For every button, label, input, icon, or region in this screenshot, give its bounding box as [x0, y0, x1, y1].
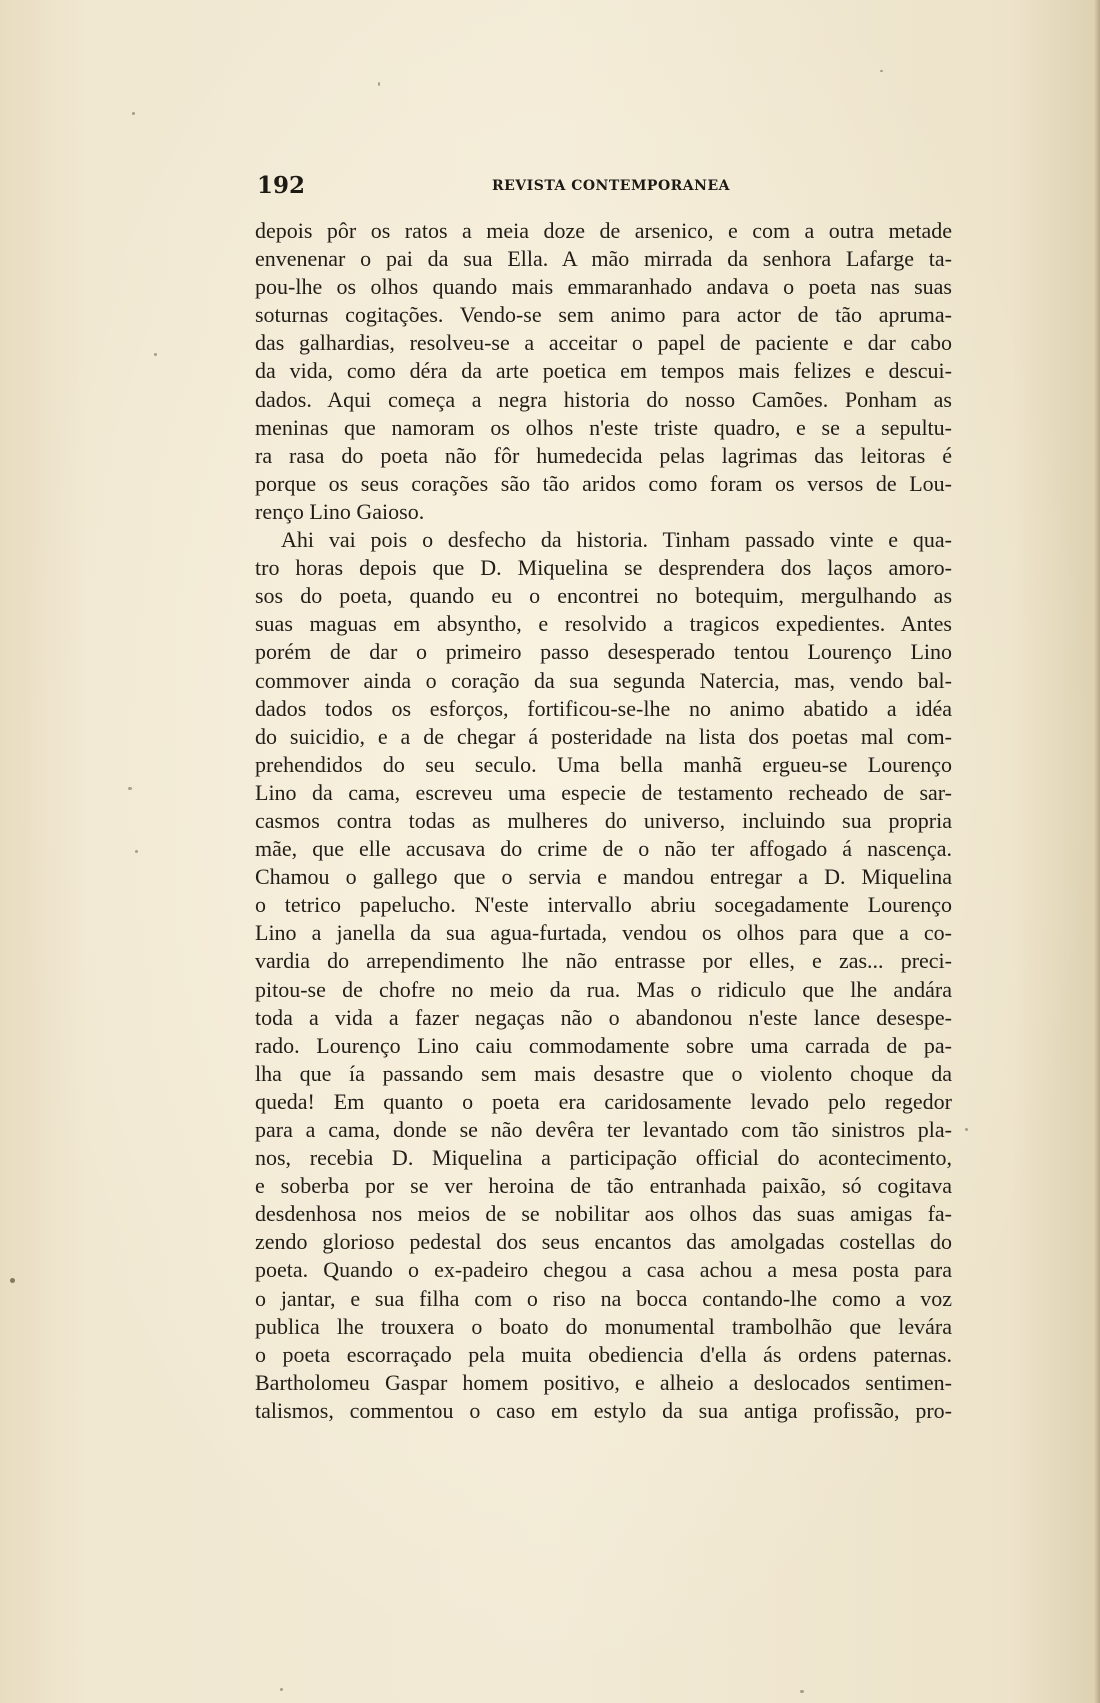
paragraph-1 — [255, 217, 952, 526]
text-line: prehendidos do seu seculo. Uma bella manhã ergueu-se Lourenço — [255, 751, 952, 777]
text-line: talismos, commentou o caso em estylo da sua antiga profissão, pro- — [255, 1397, 952, 1423]
text-line: suas maguas em absyntho, e resolvido a tragicos expedientes. Antes — [255, 611, 952, 637]
text-line: mãe, que elle accusava do crime de o não ter affogado á nascença. — [255, 836, 952, 862]
text-line: nos, recebia D. Miquelina a participação official do acontecimento, — [255, 1145, 952, 1171]
page-edge-shadow — [1094, 0, 1100, 1703]
text-line: vardia do arrependimento lhe não entrasse por elles, e zas... preci- — [255, 948, 952, 974]
paragraph-2 — [255, 526, 952, 1425]
text-line: da vida, como déra da arte poetica em tempos mais felizes e descui- — [255, 358, 952, 384]
text-line: das galhardias, resolveu-se a acceitar o papel de paciente e dar cabo — [255, 330, 952, 356]
text-line: poeta. Quando o ex-padeiro chegou a casa achou a mesa posta para — [255, 1257, 952, 1283]
text-line: meninas que namoram os olhos n'este triste quadro, e se a sepultu- — [255, 414, 952, 440]
text-line: e soberba por se ver heroina de tão entranhada paixão, só cogitava — [255, 1173, 952, 1199]
paper-speck — [10, 1278, 15, 1283]
paper-speck — [965, 1128, 968, 1131]
body-text — [255, 217, 952, 1425]
paper-speck — [132, 112, 135, 115]
text-line: Ahi vai pois o desfecho da historia. Tinham passado vinte e qua- — [281, 527, 952, 553]
paper-speck — [280, 1688, 283, 1691]
paper-speck — [880, 70, 883, 72]
text-line: Lino a janella da sua agua-furtada, vendou os olhos para que a co- — [255, 920, 952, 946]
text-line: porque os seus corações são tão aridos como foram os versos de Lou- — [255, 470, 952, 496]
text-line: queda! Em quanto o poeta era caridosamente levado pelo regedor — [255, 1088, 952, 1114]
text-line: o poeta escorraçado pela muita obediencia d'ella ás ordens paternas. — [255, 1341, 952, 1367]
text-line: Bartholomeu Gaspar homem positivo, e alheio a deslocados sentimen- — [255, 1369, 952, 1395]
text-line: dados todos os esforços, fortificou-se-lhe no animo abatido a idéa — [255, 695, 952, 721]
page-number: 192 — [257, 172, 306, 199]
text-line: o jantar, e sua filha com o riso na bocca contando-lhe como a voz — [255, 1285, 952, 1311]
text-line: sos do poeta, quando eu o encontrei no botequim, mergulhando as — [255, 583, 952, 609]
paper-speck — [378, 82, 380, 86]
text-line: desdenhosa nos meios de se nobilitar aos olhos das suas amigas fa- — [255, 1201, 952, 1227]
page-header — [257, 172, 957, 202]
text-line: Lino da cama, escreveu uma especie de testamento recheado de sar- — [255, 779, 952, 805]
text-line: pitou-se de chofre no meio da rua. Mas o ridiculo que lhe andára — [255, 976, 952, 1002]
text-line: tro horas depois que D. Miquelina se desprendera dos laços amoro- — [255, 555, 952, 581]
text-line: porém de dar o primeiro passo desesperado tentou Lourenço Lino — [255, 639, 952, 665]
text-line: commover ainda o coração da sua segunda Natercia, mas, vendo bal- — [255, 667, 952, 693]
text-line: envenenar o pai da sua Ella. A mão mirrada da senhora Lafarge ta- — [255, 246, 952, 272]
text-line: rado. Lourenço Lino caiu commodamente sobre uma carrada de pa- — [255, 1032, 952, 1058]
text-line: soturnas cogitações. Vendo-se sem animo para actor de tão apruma- — [255, 302, 952, 328]
text-line: Chamou o gallego que o servia e mandou entregar a D. Miquelina — [255, 864, 952, 890]
text-line: publica lhe trouxera o boato do monumental trambolhão que levára — [255, 1313, 952, 1339]
running-title: REVISTA CONTEMPORANEA — [492, 178, 730, 194]
paper-speck — [135, 850, 138, 853]
paper-speck — [154, 353, 157, 356]
text-line: lha que ía passando sem mais desastre que o violento choque da — [255, 1060, 952, 1086]
text-line: depois pôr os ratos a meia doze de arsenico, e com a outra metade — [255, 218, 952, 243]
paper-speck — [800, 1690, 804, 1693]
text-line: zendo glorioso pedestal dos seus encantos das amolgadas costellas do — [255, 1229, 952, 1255]
text-line: para a cama, donde se não devêra ter levantado com tão sinistros pla- — [255, 1117, 952, 1142]
text-line: dados. Aqui começa a negra historia do nosso Camões. Ponham as — [255, 386, 952, 412]
paper-speck — [128, 787, 132, 790]
text-line: o tetrico papelucho. N'este intervallo abriu socegadamente Lourenço — [255, 892, 952, 918]
text-line: ra rasa do poeta não fôr humedecida pelas lagrimas das leitoras é — [255, 442, 952, 468]
text-line: casmos contra todas as mulheres do universo, incluindo sua propria — [255, 807, 952, 833]
text-line: do suicidio, e a de chegar á posteridade na lista dos poetas mal com- — [255, 723, 952, 749]
text-line: toda a vida a fazer negaças não o abandonou n'este lance desespe- — [255, 1004, 952, 1030]
text-line: renço Lino Gaioso. — [255, 498, 425, 524]
text-line: pou-lhe os olhos quando mais emmaranhado andava o poeta nas suas — [255, 274, 952, 300]
